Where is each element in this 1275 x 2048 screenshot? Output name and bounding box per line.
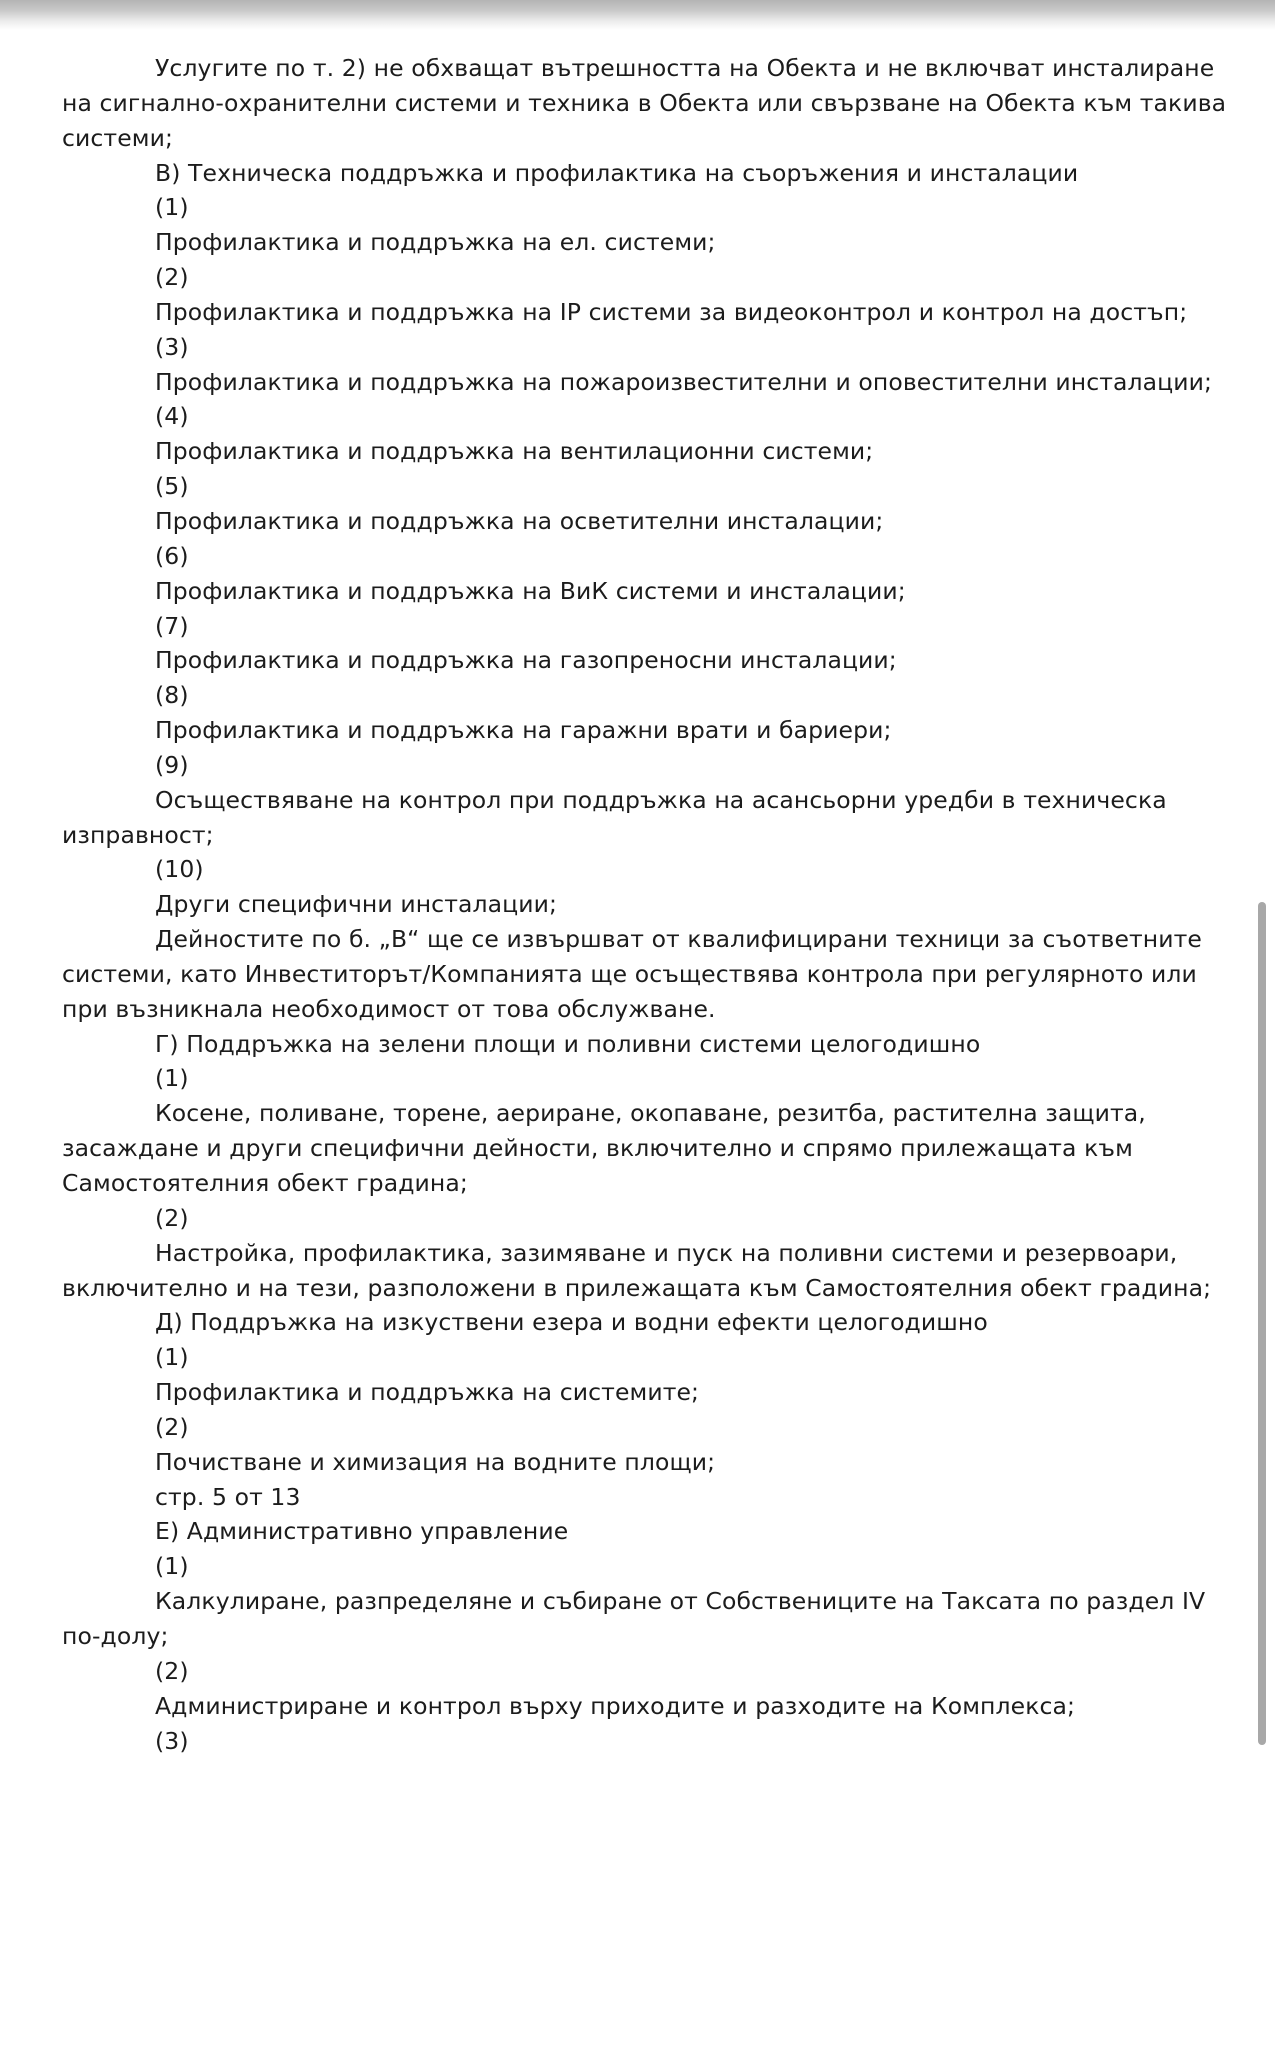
list-item: Настройка, профилактика, зазимяване и пуск на поливни системи и резервоари, включително и на тези, разположени в прилежащата към Самостоятелния обект градина; bbox=[62, 1238, 1212, 1302]
item-number: (5) bbox=[155, 472, 189, 501]
list-item: Косене, поливане, торене, аериране, окопаване, резитба, растителна защита, засаждане и други специфични дейности, включително и спрямо прилежащата към Самостоятелния обект градина; bbox=[62, 1099, 1146, 1197]
vertical-scrollbar[interactable] bbox=[1258, 902, 1266, 1745]
list-item: Други специфични инсталации; bbox=[155, 890, 557, 919]
list-item: Профилактика и поддръжка на IP системи за видеоконтрол и контрол на достъп; bbox=[155, 297, 1188, 326]
list-item: Профилактика и поддръжка на ВиК системи и инсталации; bbox=[155, 576, 906, 605]
list-item: Профилактика и поддръжка на осветителни инсталации; bbox=[155, 506, 884, 535]
section-heading: Д) Поддръжка на изкуствени езера и водни ефекти целогодишно bbox=[155, 1308, 988, 1337]
section-heading: Г) Поддръжка на зелени площи и поливни системи целогодишно bbox=[155, 1029, 981, 1058]
item-number: (1) bbox=[155, 1064, 189, 1093]
list-item: Администриране и контрол върху приходите и разходите на Комплекса; bbox=[155, 1691, 1076, 1720]
paragraph: Дейностите по б. „В“ ще се извършват от квалифицирани техници за съответните системи, като Инвеститорът/Компанията ще осъществява контрола при регулярното или при възникнала необходимост от това обслужване. bbox=[62, 925, 1202, 1023]
item-number: (2) bbox=[155, 263, 189, 292]
list-item: Профилактика и поддръжка на газопреносни инсталации; bbox=[155, 646, 897, 675]
item-number: (2) bbox=[155, 1412, 189, 1441]
page-number: стр. 5 от 13 bbox=[155, 1482, 301, 1511]
item-number: (2) bbox=[155, 1203, 189, 1232]
item-number: (3) bbox=[155, 1726, 189, 1755]
item-number: (1) bbox=[155, 193, 189, 222]
list-item: Профилактика и поддръжка на ел. системи; bbox=[155, 228, 716, 257]
item-number: (2) bbox=[155, 1656, 189, 1685]
list-item: Профилактика и поддръжка на гаражни врати и бариери; bbox=[155, 716, 892, 745]
list-item: Профилактика и поддръжка на системите; bbox=[155, 1378, 700, 1407]
item-number: (4) bbox=[155, 402, 189, 431]
item-number: (10) bbox=[155, 855, 204, 884]
item-number: (3) bbox=[155, 332, 189, 361]
list-item: Профилактика и поддръжка на пожароизвестителни и оповестителни инсталации; bbox=[155, 367, 1213, 396]
item-number: (1) bbox=[155, 1552, 189, 1581]
top-toolbar-shadow bbox=[0, 0, 1275, 30]
section-heading: Е) Административно управление bbox=[155, 1517, 569, 1546]
item-number: (9) bbox=[155, 750, 189, 779]
section-heading: В) Техническа поддръжка и профилактика на съоръжения и инсталации bbox=[155, 158, 1079, 187]
list-item: Осъществяване на контрол при поддръжка на асансьорни уредби в техническа изправност; bbox=[62, 785, 1167, 849]
list-item: Профилактика и поддръжка на вентилационни системи; bbox=[155, 437, 874, 466]
list-item: Почистване и химизация на водните площи; bbox=[155, 1447, 716, 1476]
document-body bbox=[62, 51, 1242, 1758]
item-number: (6) bbox=[155, 541, 189, 570]
item-number: (1) bbox=[155, 1343, 189, 1372]
item-number: (8) bbox=[155, 681, 189, 710]
list-item: Калкулиране, разпределяне и събиране от Собствениците на Таксата по раздел IV по-долу; bbox=[62, 1587, 1206, 1650]
item-number: (7) bbox=[155, 611, 189, 640]
paragraph: Услугите по т. 2) не обхващат вътрешността на Обекта и не включват инсталиране на сигнално-охранителни системи и техника в Обекта или свързване на Обекта към такива системи; bbox=[62, 54, 1227, 152]
